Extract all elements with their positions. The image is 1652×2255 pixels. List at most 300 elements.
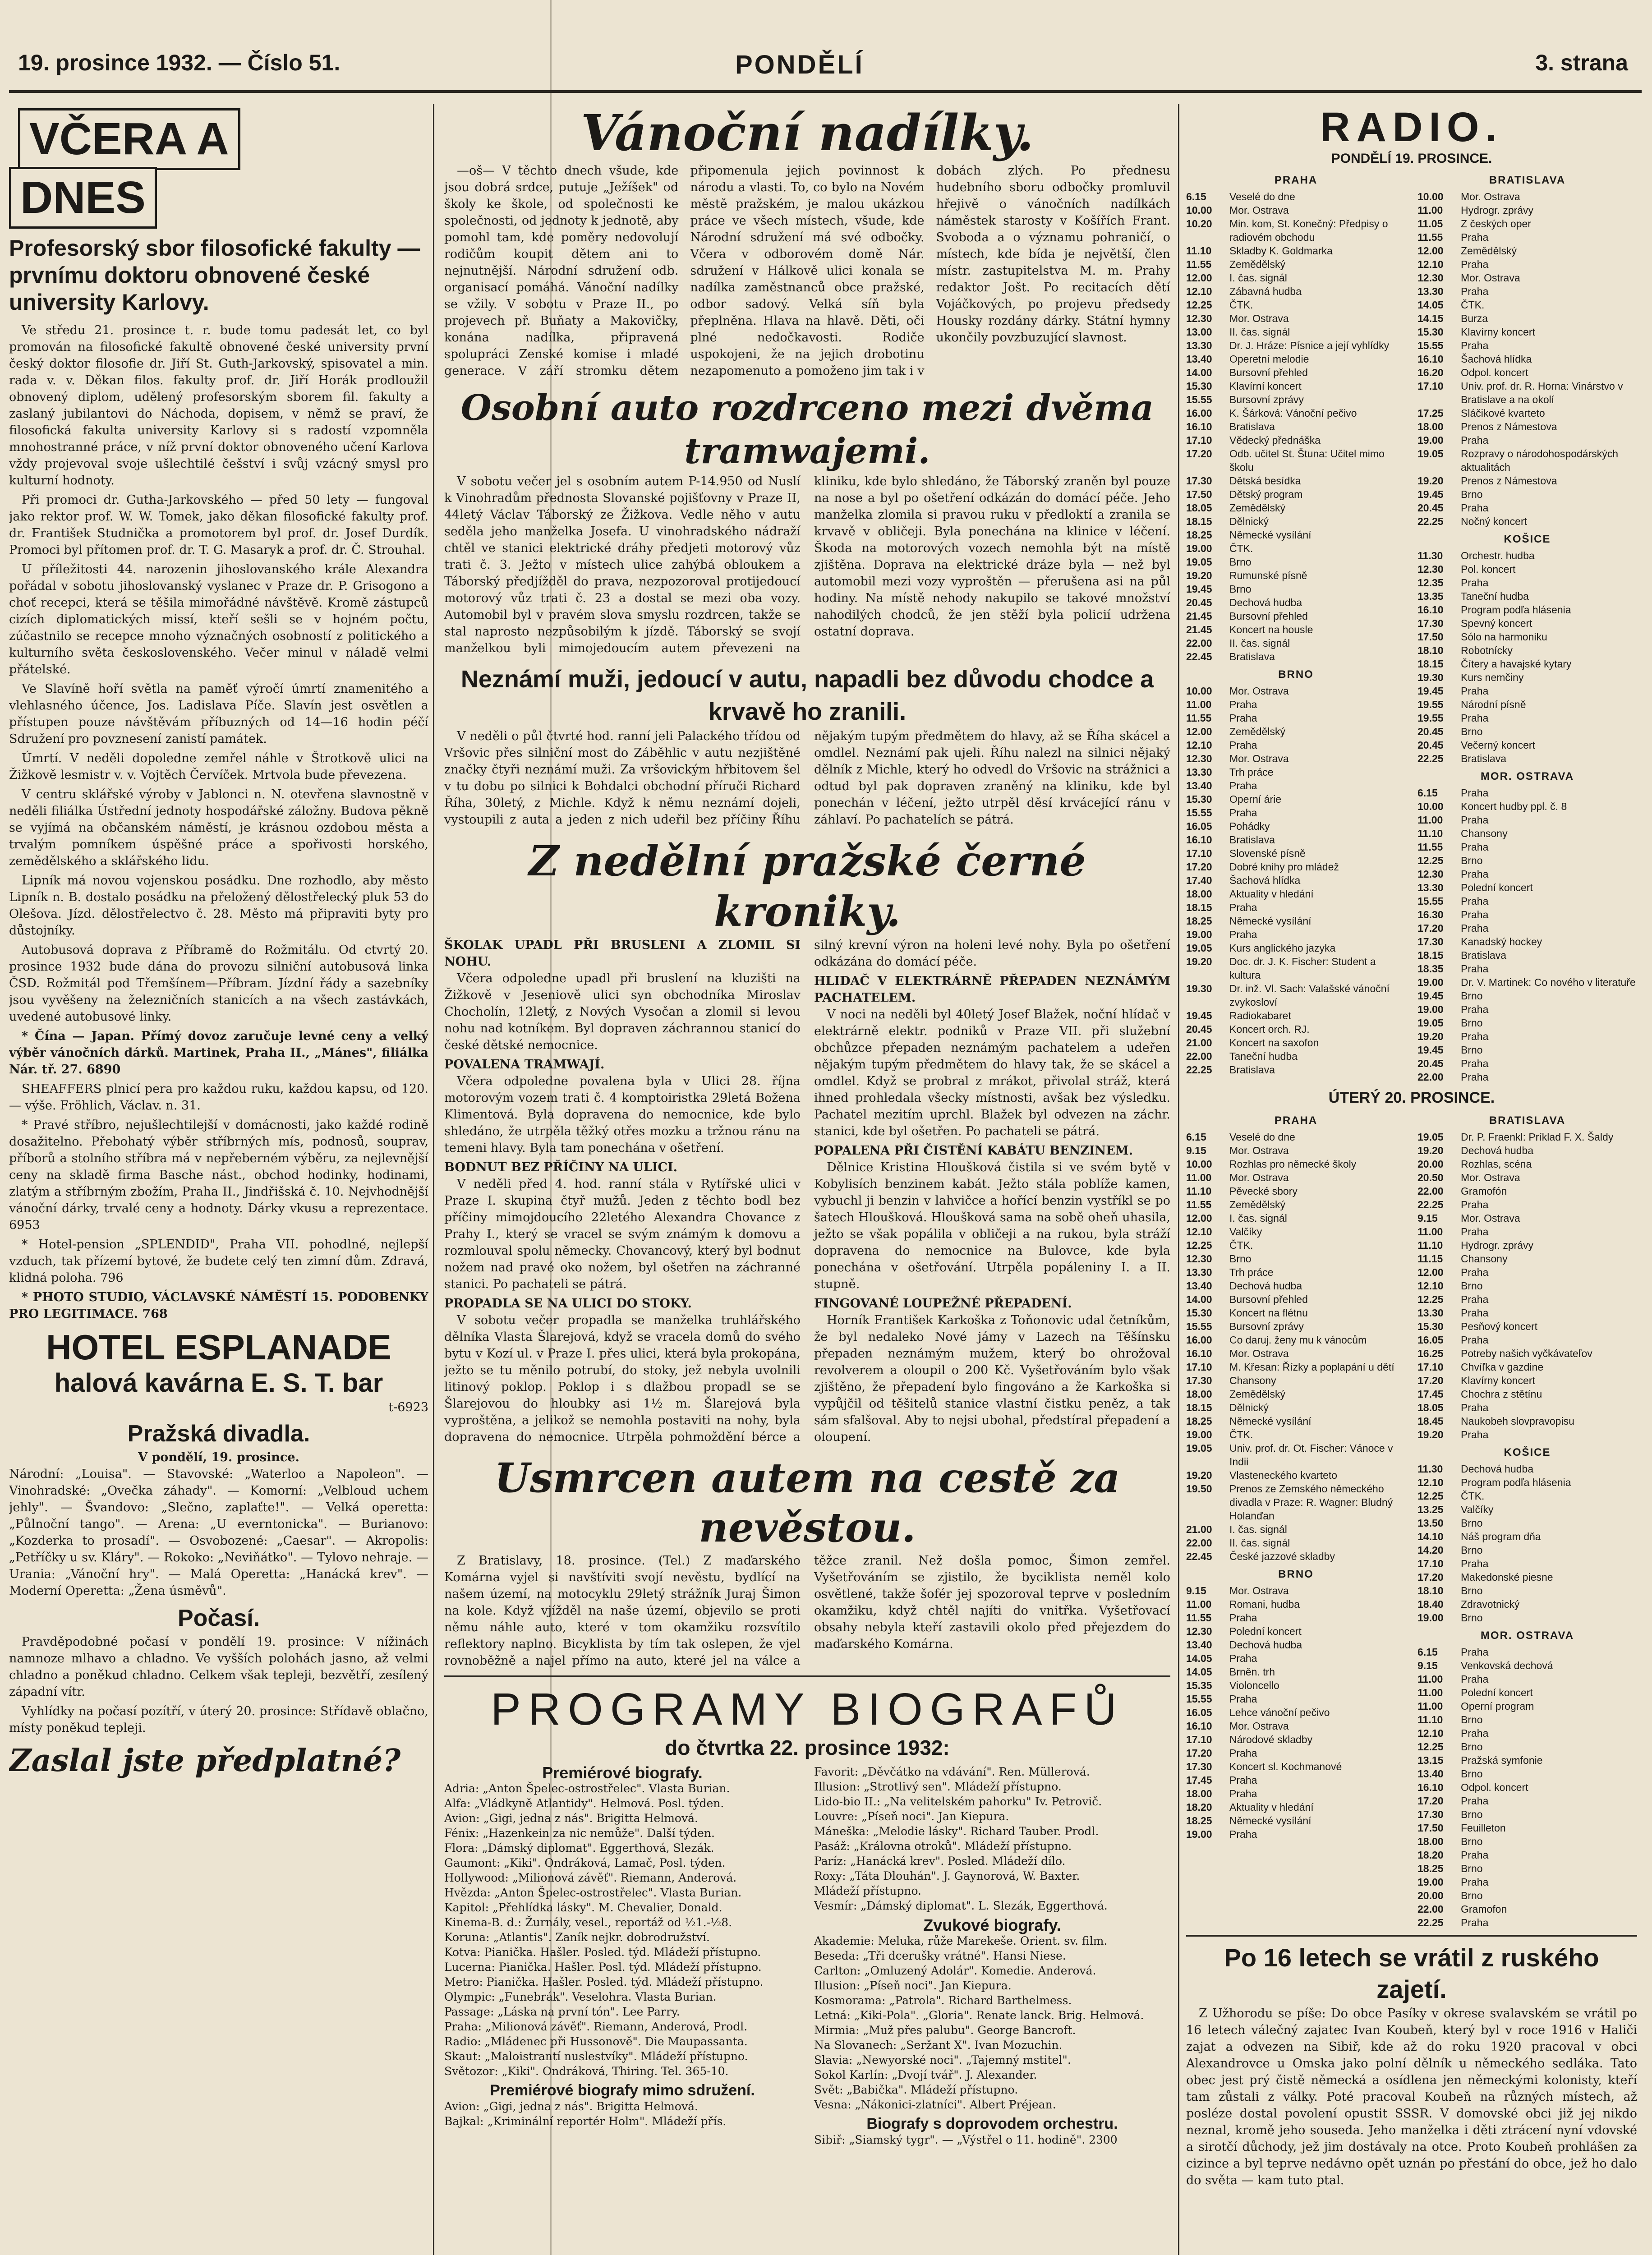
programme-title: Potreby našich vyčkávateľov [1461, 1348, 1592, 1359]
programme-time: 12.10 [1417, 1727, 1444, 1739]
crime-subhead: FINGOVANÉ LOUPEŽNÉ PŘEPADENÍ. [814, 1297, 1072, 1311]
programme-title: Praha [1461, 1402, 1489, 1413]
programme-time: 16.25 [1417, 1348, 1444, 1359]
programme-time: 12.30 [1417, 563, 1444, 575]
programme-time: 12.25 [1417, 1490, 1444, 1502]
radio-programme-row [1417, 230, 1637, 244]
cinema-listing: Alfa: „Vládkyně Atlantidy". Helmová. Posl. týden. [444, 1797, 724, 1810]
radio-programme-row [1186, 1787, 1406, 1800]
radio-col-a [1186, 169, 1406, 1084]
programme-title: Slovenské písně [1229, 847, 1306, 859]
crime-subhead: HLIDAČ V ELEKTRÁRNĚ PŘEPADEN NEZNÁMÝM PACHATELEM. [814, 974, 1170, 1005]
radio-programme-row [1417, 1211, 1637, 1225]
programme-time: 18.00 [1417, 1836, 1444, 1847]
programme-title: Dr. J. Hráze: Písnice a její vyhlídky [1229, 340, 1390, 351]
programme-time: 13.40 [1417, 1768, 1444, 1780]
programme-time: 19.05 [1417, 1017, 1444, 1029]
programme-time: 12.00 [1417, 1266, 1444, 1278]
cinema-listing: Sokol Karlín: „Dvojí tvář". J. Alexander. [814, 2068, 1037, 2081]
radio-programme-row [1417, 1374, 1637, 1387]
radio-programme-row [1417, 1130, 1637, 1144]
crime-item: V sobotu večer propadla se manželka truhlářského dělníka Vlasta Šlarejová, když se vracela domů do svého bytu v Kozí ul. v Praze I. přes ulici, která byla prokopána, ježto se tu měnilo potrubí, do stoky, jež nebyla uvolnili litinový poklop. Poklop i s dlažbou propadl se se Šlarejovou do hloubky asi 1½ m. Šlarejová byla vyproštěna, a jelikož se nemohla postaviti na nohy, byla dopravena do nemocnice. Utrpěla pohmoždění bérce a silný krevní výron na holeni levé nohy. Byla po ošetření odkázána do domácí péče. [444, 938, 1170, 1444]
programme-time: 19.00 [1417, 1003, 1444, 1015]
radio-programme-row [1186, 623, 1406, 636]
programme-title: Praha [1461, 1226, 1489, 1238]
cinema-listing: Avion: „Gigi, jedna z nás". Brigitta Helmová. [444, 2100, 698, 2113]
radio-programme-row [1186, 1827, 1406, 1841]
radio-programme-row [1186, 1225, 1406, 1238]
cinema-listing: Letná: „Kiki-Pola". „Gloria". Renate lanck. Brig. Helmová. [814, 2009, 1144, 2022]
programme-title: Praha [1461, 1058, 1489, 1069]
radio-programme-row [1186, 860, 1406, 874]
badge-dnes: DNES [9, 167, 157, 229]
programme-title: Německé vysílání [1229, 529, 1311, 541]
programme-time: 11.00 [1417, 1673, 1443, 1685]
programme-title: Dělnický [1229, 515, 1269, 527]
crime-item: Včera odpoledne povalena byla v Ulici 28. října motorovým vozem trati č. 4 komptoiristka 29letá Božena Klimentová. Byla dopravena do nemocnice, kde bylo shledáno, že utrpěla těžký otřes mozku a tržnou ránu na temeni hlavy. Byla tam ponechána v ošetření. [444, 1074, 801, 1155]
cinema-listing: Kotva: Pianička. Hašler. Posled. týd. Mládeží přístupno. [444, 1946, 761, 1959]
radio-programme-row [1186, 569, 1406, 582]
crime-subhead: BODNUT BEZ PŘÍČINY NA ULICI. [444, 1160, 678, 1174]
ostrava-schedule-2 [1417, 1645, 1637, 1929]
programme-time: 10.00 [1417, 191, 1444, 202]
programme-time: 6.15 [1186, 1131, 1206, 1143]
radio-programme-row [1417, 488, 1637, 501]
programme-title: Bursovní zprávy [1229, 394, 1304, 405]
radio-programme-row [1417, 1144, 1637, 1157]
programme-time: 15.55 [1186, 394, 1212, 405]
lead-paragraph: Ve středu 21. prosince t. r. bude tomu padesát let, co byl promován na filosofické fakultě obnovené české university první český doktor filosofie dr. Jiří St. Guth-Jarkovský, spisovatel a min. rada v. v. Děkan filos. fakulty prof. dr. Jiří Horák prodloužil obnovený diplom, udělený profesorským sborem fil. fakulty a zaslaný jubilantovi do Náchoda, dopisem, v němž se praví, že filosofická fakulta university Karlovy si s radostí vzpomněla mnohostranné práce, v níž první doktor obnoveného učení Karlova vždy projevoval svoje ušlechtilé češství i svůj vzácný smysl pro kulturní hodnoty. [9, 323, 428, 488]
programme-time: 20.00 [1417, 1890, 1444, 1901]
masthead [14, 45, 1637, 81]
programme-title: Rozpravy o národohospodárských aktualitách [1461, 448, 1619, 473]
programme-title: Rumunské písně [1229, 570, 1307, 581]
programme-time: 6.15 [1417, 1646, 1438, 1658]
cinema-listing: Avion: „Gigi, jedna z nás". Brigitta Helmová. [444, 1812, 698, 1825]
radio-programme-row [1417, 1530, 1637, 1543]
programme-title: Zdravotnický [1461, 1598, 1520, 1610]
radio-programme-row [1417, 576, 1637, 589]
programme-time: 17.50 [1186, 488, 1212, 500]
programme-title: Praha [1229, 1747, 1257, 1759]
programme-time: 19.00 [1417, 1876, 1444, 1888]
programme-title: Brno [1461, 1890, 1483, 1901]
radio-programme-row [1417, 962, 1637, 976]
lead-body [9, 322, 428, 1322]
radio-programme-row [1186, 1692, 1406, 1706]
radio-programme-row [1186, 1584, 1406, 1597]
radio-programme-row [1417, 420, 1637, 433]
radio-programme-row [1186, 433, 1406, 447]
cinema-listing: Fénix: „Hazenkein za nic nemůže". Další týden. [444, 1827, 715, 1840]
radio-programme-row [1417, 325, 1637, 339]
programme-time: 13.30 [1417, 285, 1444, 297]
christmas-headline: Vánoční nadílky. [580, 104, 1034, 162]
programme-time: 11.55 [1186, 712, 1212, 724]
radio-programme-row [1417, 1347, 1637, 1360]
radio-programme-row [1417, 1611, 1637, 1625]
programme-title: Večerný koncert [1461, 739, 1535, 751]
programme-title: Mor. Ostrava [1461, 191, 1520, 202]
programme-time: 19.55 [1417, 699, 1444, 710]
cinema-listing: Hollywood: „Milionová závěť". Riemann, Anderová. [444, 1871, 737, 1884]
radio-programme-row [1417, 1916, 1637, 1929]
programme-title: Praha [1461, 340, 1489, 351]
programme-title: Min. kom, St. Konečný: Předpisy o radiovém obchodu [1229, 218, 1388, 243]
programme-time: 17.50 [1417, 631, 1444, 643]
radio-programme-row [1186, 1347, 1406, 1360]
radio-programme-row [1417, 1003, 1637, 1016]
programme-title: II. čas. signál [1229, 326, 1290, 338]
radio-programme-row [1417, 657, 1637, 671]
programme-title: Brno [1461, 1517, 1483, 1529]
cinema-listing: Máneška: „Melodie lásky". Richard Tauber. Prodl. [814, 1825, 1099, 1838]
independent-list [444, 2099, 801, 2129]
programme-time: 18.35 [1417, 963, 1444, 975]
programme-time: 12.10 [1186, 1226, 1212, 1238]
programme-time: 9.15 [1186, 1585, 1206, 1597]
cinema-listing: Skaut: „Maloistrantí nuslestvíky". Mládeží přístupno. [444, 2050, 748, 2063]
radio-programme-row [1417, 617, 1637, 630]
vcera-dnes-badge [9, 104, 428, 230]
cinema-listing: Vesmír: „Dámský diplomat". L. Slezák, Eggerthová. [814, 1899, 1108, 1912]
programme-time: 19.20 [1417, 475, 1444, 487]
programme-time: 18.00 [1186, 1788, 1212, 1799]
radio-programme-row [1417, 989, 1637, 1003]
programme-title: Praha [1461, 1334, 1489, 1346]
programme-title: Mor. Ostrava [1229, 685, 1289, 697]
programme-time: 15.55 [1417, 895, 1444, 907]
programme-time: 12.00 [1417, 245, 1444, 257]
assault-article [444, 728, 1170, 829]
programme-time: 22.00 [1417, 1071, 1444, 1083]
radio-programme-row [1417, 1070, 1637, 1084]
orchestra-cinema-list [814, 2132, 1170, 2147]
programme-time: 20.50 [1417, 1172, 1444, 1183]
radio-programme-row [1186, 684, 1406, 698]
programme-title: Brněn. trh [1229, 1666, 1275, 1678]
crime-item: V neděli před 4. hod. ranní stála v Rytířské ulici v Praze I. skupina čtyř mužů. Jeden z těchto bodl bez příčiny mimojdoucího 22letého Alexandra Chovance z Prahy I., který se vracel se svým známým k domovu a rozmlouval spolu německy. Chovancový, který byl bodnut nožem nad pravé oko nožem, byl ošetřen na záchranné stanici. Po pachateli se pátrá. [444, 1177, 801, 1291]
radio-programme-row [1417, 190, 1637, 203]
radio-programme-row [1186, 847, 1406, 860]
radio-programme-row [1186, 339, 1406, 352]
programme-title: Venkovská dechová [1461, 1660, 1553, 1671]
radio-programme-row [1186, 609, 1406, 623]
radio-programme-row [1186, 1550, 1406, 1563]
praha-schedule-2 [1186, 1130, 1406, 1563]
programme-time: 18.25 [1186, 1815, 1212, 1827]
programme-time: 17.45 [1417, 1388, 1444, 1400]
programme-title: Praha [1229, 1693, 1257, 1705]
programme-title: Z českých oper [1461, 218, 1531, 230]
radio-programme-row [1417, 1713, 1637, 1726]
programme-time: 19.05 [1186, 942, 1212, 954]
radio-programme-row [1417, 1889, 1637, 1902]
programme-title: Zemědělský [1229, 258, 1285, 270]
radio-programme-row [1417, 854, 1637, 867]
programme-time: 11.30 [1417, 1463, 1443, 1475]
programme-time: 15.30 [1186, 1307, 1212, 1319]
programme-time: 20.45 [1186, 597, 1212, 608]
station-bratislava: BRATISLAVA [1489, 174, 1566, 186]
cinema-listing: Kosmorama: „Patrola". Richard Barthelmess. [814, 1994, 1072, 2007]
radio-programme-row [1186, 833, 1406, 847]
radio-programme-row [1417, 1016, 1637, 1030]
programme-time: 12.25 [1417, 1293, 1444, 1305]
radio-column [1186, 104, 1637, 2255]
radio-programme-row [1417, 1794, 1637, 1808]
cinema-listing: Radio: „Mládenec při Hussonově". Die Maupassanta. [444, 2035, 748, 2048]
programme-time: 17.30 [1417, 936, 1444, 948]
news-item: Autobusová doprava z Příbramě do Rožmitálu. Od ctvrtý 20. prosince 1932 bude dána do provozu silniční autobusová linka ČSD. Rožmitál pod Třemšínem—Příbram. Jízdní řády a sazebníky jsou vyvěšeny na železničních stanicích a na všech zastávkách, uvedené autobusové linky. [9, 943, 428, 1024]
programme-title: Romani, hudba [1229, 1598, 1300, 1610]
programme-title: Brno [1461, 1863, 1483, 1874]
programme-time: 19.00 [1417, 976, 1444, 988]
cinema-listing: Hvězda: „Anton Špelec-ostrostřelec". Vlasta Burian. [444, 1886, 742, 1899]
weather-today: Pravděpodobné počasí v pondělí 19. prosince: V nížinách namnoze mlhavo a chladno. Ve vyšších polohách jasno, až velmi chladno a poněkud chladno. Celkem však tepleji, bezvětří, zesílený západní vítr. [9, 1635, 428, 1699]
radio-programme-row [1186, 447, 1406, 474]
programme-title: Klavírní koncert [1229, 380, 1302, 392]
programme-time: 11.55 [1186, 1612, 1212, 1624]
programme-time: 17.20 [1417, 1375, 1444, 1386]
programme-title: Praha [1461, 787, 1489, 799]
advert: * Hotel-pension „SPLENDID", Praha VII. pohodlné, nejlepší vzduch, tak přízemí bytové, že budete celý ten zimní dům. Zdravá, klidná poloha. 796 [9, 1238, 428, 1285]
programme-time: 17.10 [1186, 847, 1212, 859]
programme-time: 20.45 [1186, 1023, 1212, 1035]
bratislava-schedule [1417, 190, 1637, 528]
radio-programme-row [1417, 630, 1637, 644]
programme-time: 16.10 [1186, 421, 1212, 433]
column-rule [1178, 104, 1179, 2255]
programme-time: 17.50 [1417, 1822, 1444, 1834]
radio-programme-row [1417, 1043, 1637, 1057]
programme-time: 11.00 [1417, 1700, 1443, 1712]
radio-programme-row [1417, 1333, 1637, 1347]
programme-time: 11.10 [1417, 828, 1443, 839]
programme-time: 16.00 [1186, 1334, 1212, 1346]
pow-return-article [1186, 2005, 1637, 2189]
programme-title: Praha [1461, 434, 1489, 446]
programme-time: 19.05 [1417, 448, 1444, 460]
cinema-listing: Roxy: „Táta Dlouhán". J. Gaynorová, W. Baxter. [814, 1869, 1080, 1882]
programme-title: Zemědělský [1229, 726, 1285, 737]
cinema-column-left [444, 1764, 801, 2147]
programme-time: 13.35 [1417, 590, 1444, 602]
programme-title: ČTK. [1461, 299, 1485, 311]
programme-title: Praha [1461, 963, 1489, 975]
programme-title: Violoncello [1229, 1680, 1279, 1691]
fatal-accident-body: Z Bratislavy, 18. prosince. (Tel.) Z maďarského Komárna vyjel si navštíviti svojí nevěstu, bydlící na našem území, na motocyklu 29letý strážník Juraj Šimon na kole. Když vjížděl na naše území, objevilo se proti němu náhle auto, které v tom okamžiku rozsvítilo reflektory naplno. Bicyklista by tím tak oslepen, že vjel rovnoběžně a najel přímo na auto, které jel na válce a těžce zranil. Než došla pomoc, Šimon zemřel. Vyšetřováním se zjistilo, že byciklista neměl kolo osvětlené, takže šofér jej spozoroval teprve v posledním okamžiku, když chtěl najíti do vnitřka. Vyšetřovací obsahy nebyla kteří zastavili okolo před přejezdem do maďarského Komárna. [444, 1554, 1170, 1668]
radio-programme-row [1417, 1401, 1637, 1414]
programme-title: Brno [1461, 1280, 1483, 1292]
programme-title: II. čas. signál [1229, 637, 1290, 649]
radio-programme-row [1186, 1293, 1406, 1306]
programme-title: Brno [1229, 583, 1252, 595]
programme-title: Brno [1461, 990, 1483, 1002]
programme-title: Brno [1461, 1836, 1483, 1847]
programme-title: Brno [1229, 1253, 1252, 1265]
cinema-listings [444, 1764, 1170, 2147]
radio-programme-row [1186, 806, 1406, 819]
programme-title: Praha [1461, 1849, 1489, 1861]
programme-time: 22.25 [1186, 1064, 1212, 1076]
programme-time: 12.10 [1417, 258, 1444, 270]
radio-programme-row [1417, 1570, 1637, 1584]
pow-return-body: Z Užhorodu se píše: Do obce Pasíky v okrese svalavském se vrátil po 16 letech válečný zajatec Ivan Koubeň, který byl v roce 1916 v Haliči zajat a odvezen na Sibiř, kde až do roku 1920 pracoval v obci Alexandrovce u Omska jako polní dělník u německého sedláka. Tato obec jest prý čistě německá a osídlena jen německými kolonisty, kteří tam zůstali z války. Poté pracoval Koubeň na různých místech, až posléze dostal povolení opustit SSSR. V domovské obci již jej nikdo neznal, kromě jeho souseda. Jeho manželka i děti ztrácení nyní vdovské a sirotčí důchody, jež jim dostávaly na otce. Proto Koubeň prohlášen za cizince a byl teprve nedávno opět uznán po přestání do obce, jež ho dalo do světa — kam tuto ptal. [1186, 2006, 1637, 2187]
programme-title: I. čas. signál [1229, 272, 1287, 284]
programme-time: 15.55 [1186, 1321, 1212, 1332]
radio-programme-row [1417, 1225, 1637, 1238]
programme-title: Valčíky [1229, 1226, 1262, 1238]
radio-programme-row [1417, 1672, 1637, 1686]
station-ostrava: MOR. OSTRAVA [1480, 770, 1574, 782]
programme-title: Taneční hudba [1229, 1050, 1298, 1062]
programme-title: Praha [1461, 1876, 1489, 1888]
radio-programme-row [1186, 271, 1406, 285]
programme-time: 17.10 [1417, 1361, 1444, 1373]
programme-title: Orchestr. hudba [1461, 550, 1535, 561]
programme-time: 18.05 [1186, 502, 1212, 514]
programme-title: Gramofón [1461, 1185, 1507, 1197]
radio-programme-row [1186, 1414, 1406, 1428]
programme-time: 17.10 [1417, 380, 1444, 392]
programme-title: Německé vysílání [1229, 915, 1311, 927]
radio-programme-row [1417, 1808, 1637, 1821]
programme-title: Náš program dňa [1461, 1531, 1541, 1542]
programme-time: 13.30 [1417, 1307, 1444, 1319]
programme-time: 12.30 [1186, 1253, 1212, 1265]
radio-programme-row [1417, 921, 1637, 935]
programme-time: 19.05 [1417, 1131, 1444, 1143]
programme-title: Kurs nemčiny [1461, 672, 1524, 683]
radio-programme-row [1186, 1706, 1406, 1719]
cinema-listing: Favorit: „Děvčátko na vdávání". Ren. Müllerová. [814, 1765, 1090, 1778]
programme-title: Spevný koncert [1461, 617, 1532, 629]
radio-programme-row [1417, 501, 1637, 515]
programme-time: 11.00 [1186, 699, 1212, 710]
programme-title: Bratislava [1461, 949, 1506, 961]
cinema-listing: Praha: „Milionová závěť". Riemann, Anderová, Prodl. [444, 2020, 748, 2033]
programme-title: Bursovní zprávy [1229, 1321, 1304, 1332]
cinema-listing: Illusion: „Strotlivý sen". Mládeží přístupno. [814, 1780, 1062, 1793]
programme-time: 19.00 [1186, 1429, 1212, 1440]
programme-title: Praha [1461, 1429, 1489, 1440]
radio-programme-row [1417, 881, 1637, 894]
radio-programme-row [1186, 698, 1406, 711]
crime-subhead: PROPADLA SE NA ULICI DO STOKY. [444, 1297, 692, 1311]
radio-programme-row [1417, 1875, 1637, 1889]
programme-time: 13.40 [1186, 353, 1212, 365]
programme-time: 12.00 [1186, 726, 1212, 737]
programme-time: 18.40 [1417, 1598, 1444, 1610]
radio-programme-row [1186, 190, 1406, 203]
programme-time: 14.00 [1186, 1293, 1212, 1305]
programme-title: Naukobeh slovpravopisu [1461, 1415, 1574, 1427]
radio-programme-row [1417, 1030, 1637, 1043]
programme-title: Praha [1461, 1031, 1489, 1042]
column-rule [433, 104, 434, 2255]
programme-time: 15.55 [1186, 1693, 1212, 1705]
programme-title: Kanadský hockey [1461, 936, 1542, 948]
radio-programme-row [1186, 555, 1406, 569]
cinema-listing: Flora: „Dámský diplomat". Eggerthová, Slezák. [444, 1841, 714, 1855]
cinema-listing: Svět: „Babička". Mládeží přístupno. [814, 2083, 1018, 2096]
radio-programme-row [1417, 1645, 1637, 1659]
radio-programme-row [1186, 1611, 1406, 1625]
programme-time: 10.20 [1186, 218, 1212, 230]
cinema-listing: Metro: Pianička. Hašler. Posled. týd. Mládeží přístupno. [444, 1975, 764, 1988]
programme-time: 14.10 [1417, 1531, 1444, 1542]
car-crash-body: V sobotu večer jel s osobním autem P-14.950 od Nuslí k Vinohradům přednosta Slovanské pojišťovny v Praze II, 44letý Václav Táborský ze Žižkova. Vedle něho v autu seděla jeho manželka Josefa. U vinohradského nádraží chtěl ve stanici elektrické dráhy předjeti motorový vůz trati č. 3. Ježto v místech ulice zahýbá obloukem a Táborský předjížděl do prava, nezpozoroval protijedoucí motorový vůz trati č. 23 a dostal se mezi oba vozy. Automobil byl v pravém slova smyslu rozdrcen, takže se stal naprosto nezpůsobilým k jízdě. Táborský se svojí manželkou byli mimojedoucím autem převezeni na kliniku, kde bylo shledáno, že Táborský zraněn byl pouze na nose a byl po ošetření odkázán do domácí péče. Jeho manželka zlomila si pravou ruku v předloktí a zranila se krvavě v obličeji. Byla ponechána na klinice v léčení. Škoda na motorových vozech nemohla být na místě zjištěna. Doprava na elektrické dráze byla — než byl automobil mezi vozy vyproštěn — přerušena asi na půl hodiny. Na místě nehody nakupilo se takové množství nahodilých chodců, že jen stěží byla policií udržena ostatní doprava. [444, 474, 1170, 655]
radio-programme-row [1186, 1009, 1406, 1022]
programme-title: Radiokabaret [1229, 1010, 1291, 1022]
programme-time: 19.45 [1186, 583, 1212, 595]
radio-programme-row [1186, 1760, 1406, 1773]
radio-programme-row [1417, 1821, 1637, 1835]
cinema-listing: Bajkal: „Kriminální reportér Holm". Mládeží přís. [444, 2115, 727, 2128]
programme-time: 18.25 [1417, 1863, 1444, 1874]
programme-time: 12.25 [1186, 1239, 1212, 1251]
programme-time: 22.45 [1186, 1551, 1212, 1562]
radio-col-b [1417, 169, 1637, 1084]
programme-title: Rozhlas pro německé školy [1229, 1158, 1357, 1170]
programme-time: 16.10 [1417, 1781, 1444, 1793]
programme-time: 20.45 [1417, 726, 1444, 737]
programme-time: 17.20 [1186, 861, 1212, 873]
programme-time: 12.10 [1417, 1280, 1444, 1292]
programme-title: Bratislava [1229, 651, 1275, 663]
radio-programme-row [1417, 1306, 1637, 1320]
programme-title: Mor. Ostrava [1229, 1720, 1289, 1732]
programme-time: 11.00 [1186, 1598, 1212, 1610]
programme-title: Polední koncert [1461, 882, 1533, 893]
programme-time: 19.20 [1417, 1145, 1444, 1156]
radio-programme-row [1417, 1726, 1637, 1740]
programme-time: 10.00 [1186, 685, 1212, 697]
programme-title: Operní program [1461, 1700, 1534, 1712]
radio-programme-row [1186, 1523, 1406, 1536]
crime-item: Horník František Karkoška z Toňonovic udal četníkům, že byl nedaleko Nové jámy v Lazech na Těšínsku přepaden neznámým mužem, který bo ohrožoval revolverem a oloupil o 200 Kč. Vyšetřováním bylo však zjištěno, že přepadení bylo fingováno a že Karkoška si vypůjčil od těšitelů stanice vlastní čistku peněz, a tak sám sfalšoval. Aby to nejsi ubohal, předstíral přepadení a oloupení. [814, 1313, 1170, 1444]
kosice-schedule-2 [1417, 1462, 1637, 1625]
premiere-list [444, 1781, 801, 2079]
programme-title: Veselé do dne [1229, 1131, 1295, 1143]
programme-title: Praha [1461, 258, 1489, 270]
radio-programme-row [1186, 752, 1406, 765]
radio-programme-row [1417, 1238, 1637, 1252]
radio-programme-row [1417, 1489, 1637, 1503]
programme-time: 12.30 [1186, 753, 1212, 764]
radio-programme-row [1417, 1597, 1637, 1611]
radio-programme-row [1186, 711, 1406, 725]
radio-programme-row [1417, 1659, 1637, 1672]
radio-programme-row [1186, 312, 1406, 325]
cinema-listing: Sibiř: „Siamský tygr". — „Výstřel o 11. hodině". 2300 [814, 2133, 1118, 2146]
radio-programme-row [1186, 1679, 1406, 1692]
radio-programme-row [1417, 684, 1637, 698]
advert: SHEAFFERS plnicí pera pro každou ruku, každou kapsu, od 120.— výše. Fröhlich, Václav. n. 31. [9, 1082, 428, 1113]
programme-time: 20.00 [1417, 1158, 1444, 1170]
radio-programme-row [1417, 698, 1637, 711]
programme-title: I. čas. signál [1229, 1212, 1287, 1224]
programme-title: Brno [1461, 1714, 1483, 1726]
cinema-listing: Passage: „Láska na první tón". Lee Parry. [444, 2005, 680, 2018]
programme-time: 17.30 [1186, 1761, 1212, 1772]
programme-time: 13.50 [1417, 1517, 1444, 1529]
radio-programme-row [1186, 258, 1406, 271]
programme-time: 18.20 [1417, 1849, 1444, 1861]
programme-title: Národové skladby [1229, 1734, 1313, 1745]
programme-time: 19.30 [1417, 672, 1444, 683]
